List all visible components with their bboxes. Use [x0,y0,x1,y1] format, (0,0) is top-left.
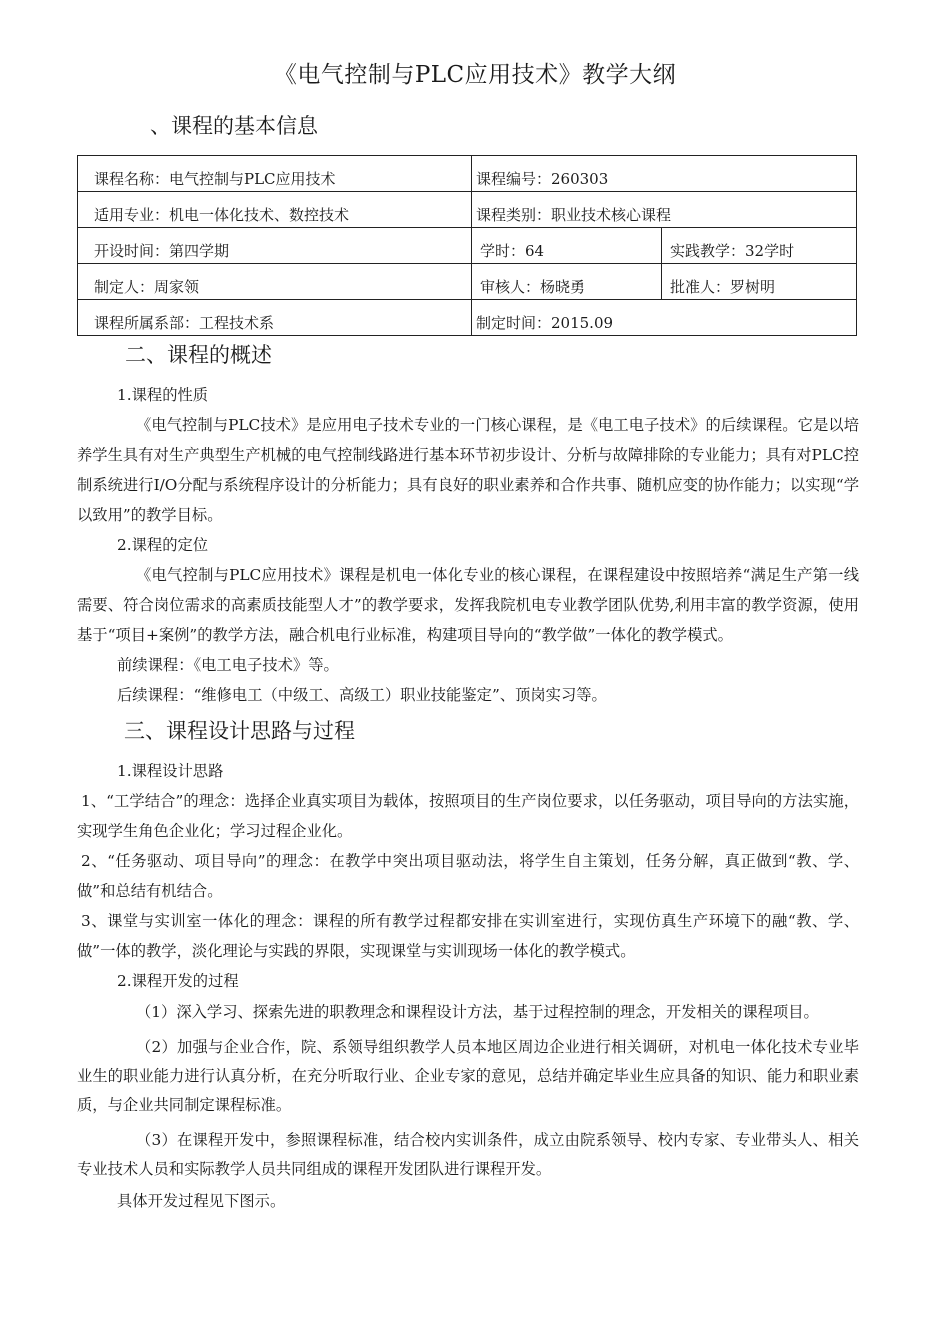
paragraph-process-1: （1）深入学习、探索先进的职教理念和课程设计方法，基于过程控制的理念，开发相关的课程项目。 [136,1003,819,1021]
table-row [78,264,857,300]
course-code-cell: 课程编号：260303 [472,156,857,192]
paragraph-nature: 《电气控制与PLC技术》是应用电子技术专业的一门核心课程，是《电工电子技术》的后续课程。它是以培养学生具有对生产典型生产机械的电气控制线路进行基本环节初步设计、分析与故障排除的专业能力；具有对PLC控制系统进行I/O分配与系统程序设计的分析能力；具有良好的职业素养和合作共事、随机应变的协作能力；以实现“学以致用”的教学目标。 [77,416,859,524]
section-heading-design: 三、课程设计思路与过程 [124,719,355,743]
section-heading-basic-info: 、课程的基本信息 [150,114,318,138]
section-heading-overview: 二、课程的概述 [125,343,272,367]
subheading-nature: 1.课程的性质 [117,386,209,404]
approver-cell: 批准人：罗树明 [662,264,857,300]
document-title: 《电气控制与PLC应用技术》教学大纲 [273,62,677,88]
subheading-dev-process: 2.课程开发的过程 [117,972,239,990]
course-info-table [77,155,857,336]
paragraph-idea-1: 1、“工学结合”的理念：选择企业真实项目为载体，按照项目的生产岗位要求，以任务驱动，项目导向的方法实施，实现学生角色企业化；学习过程企业化。 [77,792,859,840]
paragraph-next-course: 后续课程：“维修电工（中级工、高级工）职业技能鉴定”、顶岗实习等。 [117,686,607,704]
table-row [78,192,857,228]
practice-hours-cell: 实践教学：32学时 [662,228,857,264]
table-row [78,228,857,264]
paragraph-see-figure: 具体开发过程见下图示。 [117,1192,286,1210]
hours-cell: 学时：64 [472,228,662,264]
subheading-position: 2.课程的定位 [117,536,209,554]
paragraph-process-2: （2）加强与企业合作，院、系领导组织教学人员本地区周边企业进行相关调研，对机电一体化技术专业毕业生的职业能力进行认真分析，在充分听取行业、企业专家的意见，总结并确定毕业生应具备的知识、能力和职业素质，与企业共同制定课程标准。 [77,1038,859,1114]
paragraph-process-3: （3）在课程开发中，参照课程标准，结合校内实训条件，成立由院系领导、校内专家、专业带头人、相关专业技术人员和实际教学人员共同组成的课程开发团队进行课程开发。 [77,1131,859,1178]
paragraph-idea-3: 3、课堂与实训室一体化的理念：课程的所有教学过程都安排在实训室进行，实现仿真生产环境下的融“教、学、做”一体的教学，淡化理论与实践的界限，实现课堂与实训现场一体化的教学模式。 [77,912,859,960]
major-cell: 适用专业：机电一体化技术、数控技术 [78,192,472,228]
subheading-design-idea: 1.课程设计思路 [117,762,224,780]
paragraph-idea-2: 2、“任务驱动、项目导向”的理念：在教学中突出项目驱动法，将学生自主策划，任务分解，真正做到“教、学、做”和总结有机结合。 [77,852,859,900]
table-row [78,156,857,192]
date-cell: 制定时间：2015.09 [472,300,857,336]
table-row [78,300,857,336]
semester-cell: 开设时间：第四学期 [78,228,472,264]
paragraph-position: 《电气控制与PLC应用技术》课程是机电一体化专业的核心课程，在课程建设中按照培养“满足生产第一线需要、符合岗位需求的高素质技能型人才”的教学要求，发挥我院机电专业教学团队优势,利用丰富的教学资源，使用基于“项目+案例”的教学方法，融合机电行业标准，构建项目导向的“教学做”一体化的教学模式。 [77,566,859,644]
category-cell: 课程类别：职业技术核心课程 [472,192,857,228]
document-body [77,380,859,1216]
course-name-cell: 课程名称：电气控制与PLC应用技术 [78,156,472,192]
dept-cell: 课程所属系部：工程技术系 [78,300,472,336]
paragraph-prev-course: 前续课程：《电工电子技术》等。 [117,656,339,674]
author-cell: 制定人：周家领 [78,264,472,300]
reviewer-cell: 审核人：杨晓勇 [472,264,662,300]
